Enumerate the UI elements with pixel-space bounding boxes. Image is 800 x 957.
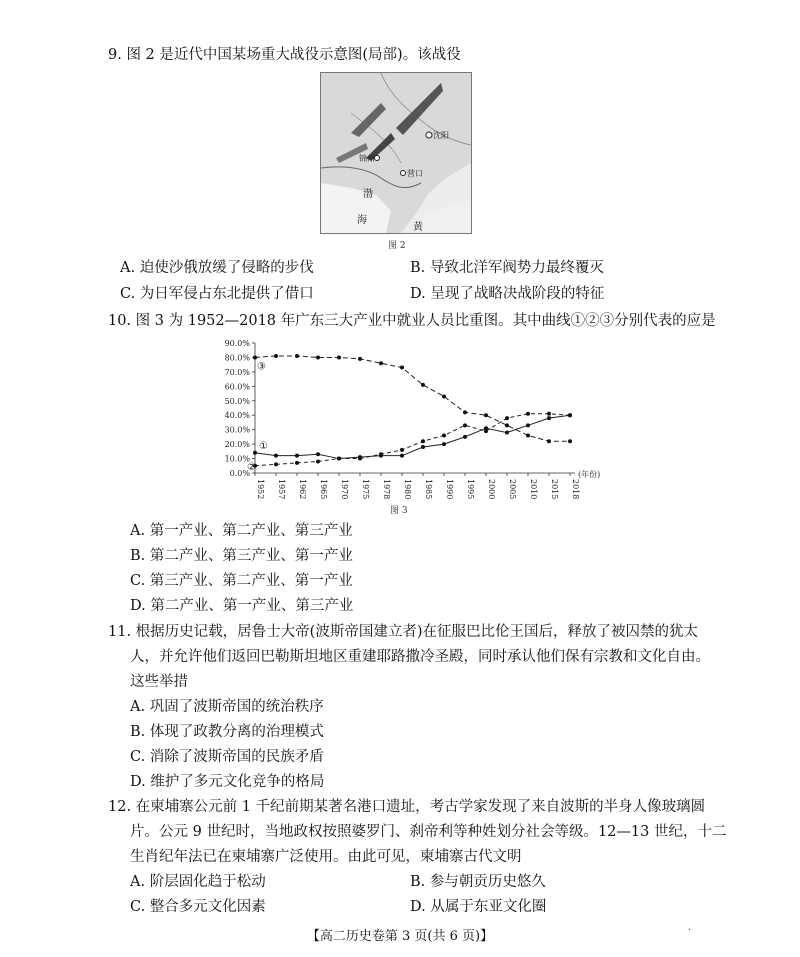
q9-option-a: A. 迫使沙俄放缓了侵略的步伐 <box>120 260 314 276</box>
q9-option-b: B. 导致北洋军阀势力最终覆灭 <box>410 260 604 276</box>
q12-stem-line3: 生肖纪年法已在柬埔寨广泛使用。由此可见，柬埔寨古代文明 <box>130 849 522 865</box>
y-tick-label: 90.0% <box>224 339 250 348</box>
q10-option-b: B. 第二产业、第三产业、第一产业 <box>130 548 353 564</box>
series-line-1 <box>255 415 570 458</box>
series-3-point <box>568 439 572 443</box>
series-2-point <box>421 439 425 443</box>
series-1-point <box>505 431 509 435</box>
series-label-1: ① <box>259 440 268 452</box>
x-tick-label: 2005 <box>508 479 517 500</box>
figure2-caption: 图 2 <box>388 241 406 251</box>
x-axis-label: (年份) <box>578 470 601 479</box>
series-3-point <box>526 433 530 437</box>
series-2-point <box>568 413 572 417</box>
battle-map-figure <box>320 72 472 234</box>
map-label-jinzhou: 锦州 <box>359 154 375 163</box>
battle-map-drawing <box>321 73 471 233</box>
series-2-point <box>505 416 509 420</box>
q11-option-c: C. 消除了波斯帝国的民族矛盾 <box>130 749 324 765</box>
series-3-point <box>379 361 383 365</box>
y-tick-label: 0.0% <box>229 469 250 478</box>
x-tick-label: 2015 <box>550 479 559 500</box>
series-3-point <box>274 354 278 358</box>
series-3-point <box>253 355 257 359</box>
x-tick-label: 1970 <box>340 479 349 500</box>
series-3-point <box>463 410 467 414</box>
x-tick-label: 1978 <box>382 479 391 500</box>
x-tick-label: 1965 <box>319 479 328 500</box>
series-2-point <box>526 412 530 416</box>
q12-option-d: D. 从属于东亚文化圈 <box>410 899 547 915</box>
q9-option-c: C. 为日军侵占东北提供了借口 <box>120 286 314 302</box>
series-1-point <box>295 454 299 458</box>
footer-mark: · <box>688 925 692 936</box>
series-2-point <box>400 448 404 452</box>
q10-option-d: D. 第二产业、第一产业、第三产业 <box>130 598 354 614</box>
employment-line-chart <box>205 335 625 515</box>
map-label-hai: 海 <box>357 215 367 226</box>
series-3-point <box>484 413 488 417</box>
map-label-huang: 黄 <box>413 222 423 233</box>
x-tick-label: 1995 <box>466 479 475 500</box>
series-1-point <box>547 416 551 420</box>
series-3-point <box>337 355 341 359</box>
q9-option-d: D. 呈现了战略决战阶段的特征 <box>410 286 605 302</box>
series-3-point <box>400 366 404 370</box>
x-tick-label: 1980 <box>403 479 412 500</box>
x-tick-label: 1990 <box>445 479 454 500</box>
x-tick-label: 1975 <box>361 479 370 500</box>
x-tick-label: 1985 <box>424 479 433 500</box>
q10-option-a: A. 第一产业、第二产业、第三产业 <box>130 523 353 539</box>
series-1-point <box>421 445 425 449</box>
series-2-point <box>295 461 299 465</box>
y-tick-label: 50.0% <box>224 396 250 406</box>
page-footer: 【高二历史卷第 3 页(共 6 页)】 <box>306 929 494 944</box>
x-tick-label: 2018 <box>571 479 580 500</box>
series-3-point <box>316 355 320 359</box>
series-2-point <box>358 457 362 461</box>
map-label-bo: 渤 <box>363 189 373 200</box>
series-3-point <box>505 423 509 427</box>
series-line-3 <box>255 356 570 441</box>
series-2-point <box>547 412 551 416</box>
q12-option-c: C. 整合多元文化因素 <box>130 899 266 915</box>
q11-stem-line1: 11. 根据历史记载，居鲁士大帝(波斯帝国建立者)在征服巴比伦王国后，释放了被囚禁的犹太 <box>108 624 698 640</box>
series-label-3: ③ <box>257 361 266 373</box>
y-tick-label: 30.0% <box>224 425 250 435</box>
q11-stem-line3: 这些举措 <box>130 674 188 690</box>
series-3-point <box>358 357 362 361</box>
q12-option-a: A. 阶层固化趋于松动 <box>130 874 266 890</box>
x-tick-label: 1952 <box>256 479 265 500</box>
x-tick-label: 1957 <box>277 479 286 500</box>
x-tick-label: 1962 <box>298 479 307 500</box>
series-1-point <box>316 452 320 456</box>
q10-option-c: C. 第三产业、第二产业、第一产业 <box>130 573 353 589</box>
series-1-point <box>274 454 278 458</box>
series-1-point <box>463 435 467 439</box>
x-tick-label: 2000 <box>487 479 496 500</box>
series-3-point <box>547 439 551 443</box>
q10-stem: 10. 图 3 为 1952—2018 年广东三大产业中就业人员比重图。其中曲线①②③分别代表的应是 <box>108 313 716 329</box>
series-3-point <box>295 354 299 358</box>
map-label-shenyang: 沈阳 <box>433 131 449 140</box>
y-tick-label: 70.0% <box>224 367 250 377</box>
series-3-point <box>421 383 425 387</box>
series-2-point <box>442 433 446 437</box>
q9-stem: 9. 图 2 是近代中国某场重大战役示意图(局部)。该战役 <box>108 47 461 63</box>
series-2-point <box>484 429 488 433</box>
series-2-point <box>274 462 278 466</box>
series-1-point <box>442 442 446 446</box>
q11-stem-line2: 人，并允许他们返回巴勒斯坦地区重建耶路撒冷圣殿，同时承认他们保有宗教和文化自由。 <box>130 649 710 665</box>
map-label-yingkou: 营口 <box>407 169 423 178</box>
series-1-point <box>253 451 257 455</box>
series-line-2 <box>255 414 570 466</box>
series-2-point <box>337 457 341 461</box>
y-tick-label: 10.0% <box>224 454 250 464</box>
y-tick-label: 60.0% <box>224 382 250 392</box>
q11-option-b: B. 体现了政教分离的治理模式 <box>130 724 324 740</box>
y-tick-label: 20.0% <box>224 440 250 450</box>
figure3-caption: 图 3 <box>390 506 408 516</box>
series-1-point <box>526 423 530 427</box>
x-tick-label: 2010 <box>529 479 538 500</box>
q12-stem-line1: 12. 在柬埔寨公元前 1 千纪前期某著名港口遗址，考古学家发现了来自波斯的半身人像玻璃圆 <box>108 799 706 815</box>
q11-option-d: D. 维护了多元文化竞争的格局 <box>130 774 325 790</box>
q11-option-a: A. 巩固了波斯帝国的统治秩序 <box>130 699 324 715</box>
q12-stem-line2: 片。公元 9 世纪时，当地政权按照婆罗门、刹帝利等种姓划分社会等级。12—13 世纪，十二 <box>130 824 727 840</box>
series-2-point <box>379 452 383 456</box>
q12-option-b: B. 参与朝贡历史悠久 <box>410 874 546 890</box>
series-label-2: ② <box>247 461 256 473</box>
y-tick-label: 80.0% <box>224 353 250 363</box>
y-tick-label: 40.0% <box>224 411 250 421</box>
series-1-point <box>400 454 404 458</box>
series-3-point <box>442 394 446 398</box>
series-2-point <box>316 459 320 463</box>
series-2-point <box>463 423 467 427</box>
